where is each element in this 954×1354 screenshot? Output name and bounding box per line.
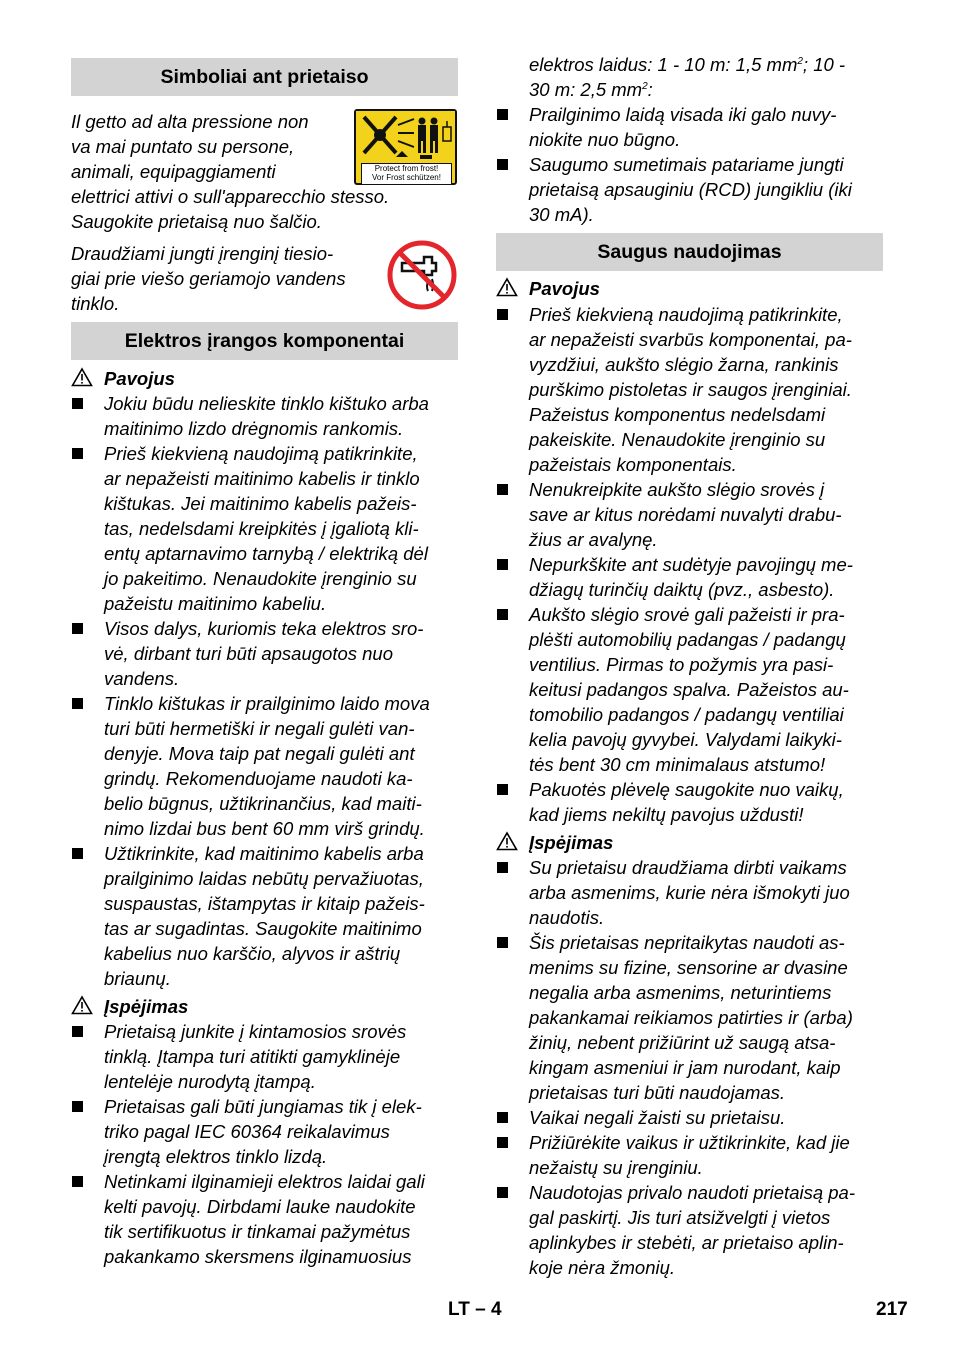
text-line: kištukas. Jei maitinimo kabelis pažeis-	[104, 493, 417, 514]
text-line: maitinimo lizdo drėgnomis rankomis.	[104, 418, 404, 439]
footer-language: LT	[448, 1299, 470, 1320]
text-line: kelti pavojų. Dirbdami lauke naudokite	[104, 1196, 416, 1217]
warning-label-text: Įspėjimas	[529, 832, 614, 853]
warning-triangle-icon	[71, 367, 93, 387]
text-line: nimo lizdai bus bent 60 mm virš grindų.	[104, 818, 425, 839]
bullet-square	[72, 1176, 83, 1187]
continued-paragraph	[529, 52, 889, 102]
text-fragment: elektros laidus: 1 - 10 m: 1,5 mm	[529, 54, 798, 75]
text-line: Il getto ad alta pressione non	[71, 111, 309, 132]
text-line: pakankamai reikiamos patirties ir (arba)	[529, 1007, 853, 1028]
text-line: Visos dalys, kuriomis teka elektros sro-	[104, 618, 424, 639]
text-line: entų aptarnavimo tarnybą / elektriką dėl	[104, 543, 428, 564]
text-line: prietaisas turi būti naudojamas.	[529, 1082, 786, 1103]
text-line: ventilius. Pirmas to požymis yra pasi-	[529, 654, 834, 675]
page-number: 217	[876, 1299, 908, 1320]
text-line: tas, nedelsdami kreipkitės į įgaliotą kli-	[104, 518, 419, 539]
text-line: ar nepažeisti maitinimo kabelis ir tinklo	[104, 468, 420, 489]
list-item	[529, 777, 844, 827]
text-line: Draudžiami jungti įrenginį tiesio-	[71, 243, 334, 264]
bullet-square	[72, 1026, 83, 1037]
text-line: Saugokite prietaisą nuo šalčio.	[71, 211, 322, 232]
text-line: grindų. Rekomenduojame naudoti ka-	[104, 768, 413, 789]
text-line: briaunų.	[104, 968, 171, 989]
danger-label-text: Pavojus	[104, 368, 175, 389]
section-heading-electrical: Elektros įrangos komponentai	[71, 322, 458, 360]
text-line: džiagų turinčių daiktų (pvz., asbesto).	[529, 579, 835, 600]
text-line: Nenukreipkite aukšto slėgio srovės į	[529, 479, 825, 500]
text-line: Saugumo sumetimais patariame jungti	[529, 154, 844, 175]
bullet-square	[497, 784, 508, 795]
list-item	[104, 691, 430, 841]
list-item	[104, 1019, 406, 1094]
text-line	[529, 77, 889, 102]
text-fragment: 30 m: 2,5 mm	[529, 79, 643, 100]
text-fragment: ; 10 -	[802, 54, 846, 75]
text-line: Aukšto slėgio srovė gali pažeisti ir pra-	[529, 604, 845, 625]
text-line: Prietaisą junkite į kintamosios srovės	[104, 1021, 407, 1042]
bullet-square	[497, 862, 508, 873]
text-line: Tinklo kištukas ir prailginimo laido mova	[104, 693, 430, 714]
text-fragment: :	[647, 79, 653, 100]
list-item	[529, 302, 852, 477]
text-line: va mai puntato su persone,	[71, 136, 295, 157]
text-line: Užtikrinkite, kad maitinimo kabelis arba	[104, 843, 424, 864]
text-line: naudotis.	[529, 907, 605, 928]
danger-label	[104, 366, 175, 391]
text-line	[529, 52, 889, 77]
warning-label	[529, 830, 613, 855]
warning-label	[104, 994, 188, 1019]
footer-section-number: – 4	[475, 1299, 502, 1320]
bullet-square	[497, 937, 508, 948]
text-line: save ar kitus norėdami nuvalyti drabu-	[529, 504, 842, 525]
list-item	[529, 1130, 850, 1180]
text-line: pažeistais komponentais.	[529, 454, 737, 475]
text-line: Naudotojas privalo naudoti prietaisą pa-	[529, 1182, 856, 1203]
superscript: 2	[642, 80, 648, 92]
text-line: Vaikai negali žaisti su prietaisu.	[529, 1107, 786, 1128]
text-line: tas ar sugadintas. Saugokite maitinimo	[104, 918, 422, 939]
bullet-square	[72, 448, 83, 459]
bullet-square	[72, 848, 83, 859]
text-line: Jokiu būdu nelieskite tinklo kištuko arba	[104, 393, 429, 414]
warning-label-text: Įspėjimas	[104, 996, 189, 1017]
text-line: Prietaisas gali būti jungiamas tik į elek-	[104, 1096, 422, 1117]
text-line: prietaisą apsauginiu (RCD) jungikliu (iki	[529, 179, 852, 200]
text-line: Šis prietaisas nepritaikytas naudoti as-	[529, 932, 845, 953]
text-line: triko pagal IEC 60364 reikalavimus	[104, 1121, 390, 1142]
text-line: animali, equipaggiamenti	[71, 161, 276, 182]
bullet-square	[72, 1101, 83, 1112]
bullet-square	[497, 309, 508, 320]
text-line: menims su fizine, sensorine ar dvasine	[529, 957, 848, 978]
text-line: turi būti hermetiški ir negali gulėti van-	[104, 718, 415, 739]
text-line: tik sertifikuotus ir tinkamai pažymėtus	[104, 1221, 411, 1242]
section-heading-symbols: Simboliai ant prietaiso	[71, 58, 458, 96]
list-item	[104, 841, 425, 991]
text-line: plėšti automobilių padangas / padangų	[529, 629, 846, 650]
text-line: tinklo.	[71, 293, 120, 314]
text-line: Pažeistus komponentus nedelsdami	[529, 404, 826, 425]
symbol-caption-line: Vor Frost schützen!	[372, 173, 441, 182]
text-line: jo pakeitimo. Nenaudokite įrenginio su	[104, 568, 417, 589]
bullet-square	[497, 609, 508, 620]
text-line: tės bent 30 cm minimalaus atstumo!	[529, 754, 826, 775]
footer-section-label	[448, 1299, 502, 1321]
text-line: Prieš kiekvieną naudojimą patikrinkite,	[104, 443, 418, 464]
list-item	[529, 602, 849, 777]
safety-symbol-label	[354, 109, 457, 185]
text-line: Nepurkškite ant sudėtyje pavojingų me-	[529, 554, 853, 575]
text-line: elettrici attivi o sull'apparecchio stesso.	[71, 186, 390, 207]
bullet-square	[72, 623, 83, 634]
text-line: pažeistu maitinimo kabeliu.	[104, 593, 327, 614]
text-line: prailginimo laidas nebūtų pervažiuotas,	[104, 868, 424, 889]
bullet-square	[497, 1187, 508, 1198]
text-line: niokite nuo būgno.	[529, 129, 681, 150]
text-line: gal paskirtį. Jis turi atsižvelgti į vietos	[529, 1207, 831, 1228]
text-line: žius ar avalynę.	[529, 529, 658, 550]
list-item	[529, 477, 842, 552]
text-line: keitusi padangos spalva. Pažeistos au-	[529, 679, 849, 700]
text-line: kingam asmeniui ir jam nurodant, kaip	[529, 1057, 841, 1078]
bullet-square	[497, 1112, 508, 1123]
list-item	[529, 855, 850, 930]
text-line: Prieš kiekvieną naudojimą patikrinkite,	[529, 304, 843, 325]
text-line: vė, dirbant turi būti apsaugotos nuo	[104, 643, 393, 664]
no-drinking-water-connection-icon	[386, 239, 458, 311]
symbol-caption-line: Protect from frost!	[374, 164, 439, 173]
text-line: vyzdžiui, aukšto slėgio žarna, rankinis	[529, 354, 839, 375]
bullet-square	[497, 159, 508, 170]
text-line: koje nėra žmonių.	[529, 1257, 676, 1278]
bullet-square	[497, 559, 508, 570]
text-line: Netinkami ilginamieji elektros laidai gali	[104, 1171, 425, 1192]
text-line: kelia pavojų gyvybei. Valydami laikyki-	[529, 729, 842, 750]
danger-label	[529, 276, 600, 301]
list-item	[104, 1169, 425, 1269]
danger-label-text: Pavojus	[529, 278, 600, 299]
text-line: kabelius nuo karščio, alyvos ir aštrių	[104, 943, 401, 964]
text-line: Su prietaisu draudžiama dirbti vaikams	[529, 857, 847, 878]
list-item	[529, 930, 853, 1105]
text-line: Pakuotės plėvelę saugokite nuo vaikų,	[529, 779, 844, 800]
text-line: giai prie viešo geriamojo vandens	[71, 268, 346, 289]
text-line: lentelėje nurodytą įtampą.	[104, 1071, 316, 1092]
superscript: 2	[797, 55, 803, 67]
list-item	[104, 1094, 422, 1169]
list-item	[529, 152, 852, 227]
text-line: suspaustas, ištampytas ir kitaip pažeis-	[104, 893, 425, 914]
symbols-paragraph-2	[71, 241, 381, 316]
text-line: pakankamo skersmens ilginamuosius	[104, 1246, 412, 1267]
bullet-square	[497, 484, 508, 495]
list-item	[529, 102, 836, 152]
bullet-square	[497, 109, 508, 120]
text-line: nežaistų su įrenginiu.	[529, 1157, 703, 1178]
text-line: belio būgnus, užtikrinančius, kad maiti-	[104, 793, 422, 814]
warning-triangle-icon	[71, 995, 93, 1015]
warning-triangle-icon	[496, 277, 518, 297]
list-item	[104, 616, 423, 691]
list-item	[104, 391, 429, 441]
list-item	[529, 1105, 785, 1130]
text-line: vandens.	[104, 668, 180, 689]
high-pressure-warning-icon	[356, 111, 455, 163]
text-line: 30 mA).	[529, 204, 594, 225]
bullet-square	[497, 1137, 508, 1148]
text-line: žinių, nebent prižiūrint už saugą atsa-	[529, 1032, 836, 1053]
text-line: denyje. Mova taip pat negali gulėti ant	[104, 743, 415, 764]
text-line: tinklą. Įtampa turi atitikti gamyklinėje	[104, 1046, 401, 1067]
bullet-square	[72, 698, 83, 709]
list-item	[529, 552, 853, 602]
text-line: įrengtą elektros tinklo lizdą.	[104, 1146, 328, 1167]
text-line: negalia arba asmenims, neturintiems	[529, 982, 832, 1003]
text-line: aplinkybes ir stebėti, ar prietaiso aplin-	[529, 1232, 844, 1253]
text-line: kad jiems nekiltų pavojus uždusti!	[529, 804, 804, 825]
section-heading-safe-use: Saugus naudojimas	[496, 233, 883, 271]
list-item	[104, 441, 428, 616]
list-item	[529, 1180, 855, 1280]
text-line: Prailginimo laidą visada iki galo nuvy-	[529, 104, 837, 125]
symbol-caption	[361, 163, 452, 185]
bullet-square	[72, 398, 83, 409]
text-line: tomobilio padangos / padangų ventiliai	[529, 704, 844, 725]
text-line: pakeiskite. Nenaudokite įrenginio su	[529, 429, 826, 450]
text-line: purškimo pistoletas ir saugos įrenginiai.	[529, 379, 852, 400]
text-line: ar nepažeisti svarbūs komponentai, pa-	[529, 329, 852, 350]
warning-triangle-icon	[496, 831, 518, 851]
text-line: Prižiūrėkite vaikus ir užtikrinkite, kad jie	[529, 1132, 850, 1153]
text-line: arba asmenims, kurie nėra išmokyti juo	[529, 882, 850, 903]
